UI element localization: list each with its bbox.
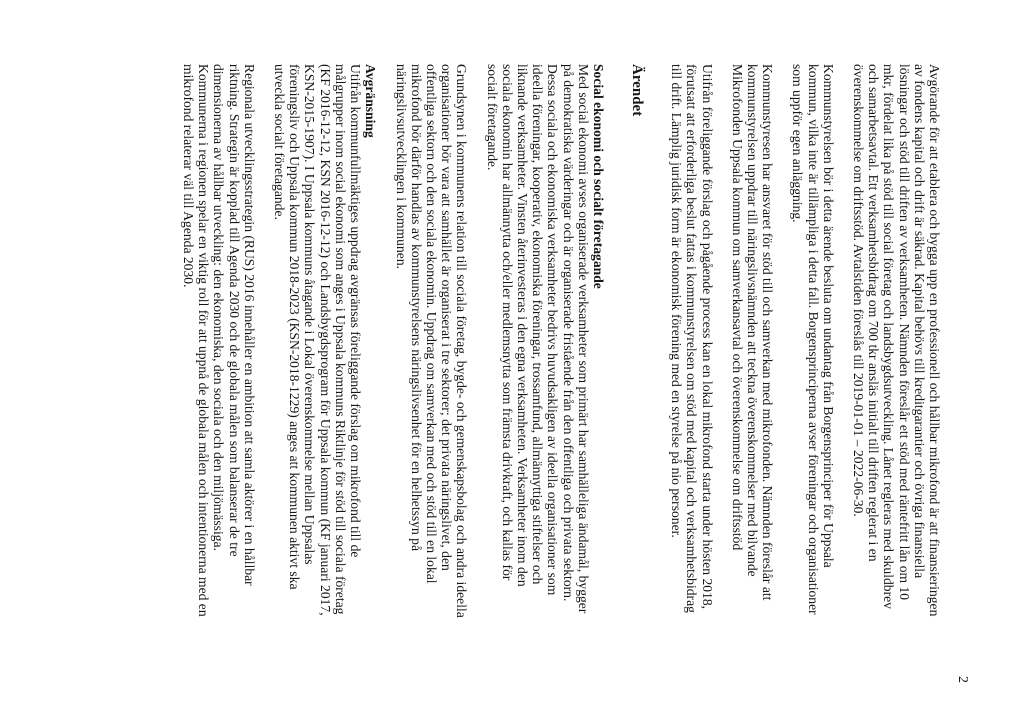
paragraph-financing: Avgörande för att etablera och bygga upp en professionell och hållbar mikrofond är att finansieringen av fondens kapital och drift är säkrad. Kapital behövs till kreditgarantier och övriga finansiella lösningar och stöd till driften av verksamheten. Nämnden föreslår ett stöd med räntefritt lån om 10 mkr, fördelat lika på stöd till social företag och landsbygdsutveckling. Lånet regleras med skuldbrev och samarbetsavtal. Ett verksamhetsbidrag om 700 tkr ansläs initialt till driften reglerat i en överenskommelse om driftsstöd. Avtalstiden föreslås till 2019-01-01 – 2022-06-30. [850,64,942,617]
page-number: 2 [955,676,970,683]
heading-arendet: Ärendet [628,64,645,117]
paragraph-avgransning: Utifrån kommunfullmäktiges uppdrag avgränsas föreliggande förslag om mikrofond till de målgrupper inom social ekonomi som anges i Uppsala kommuns Riktlinje för stöd till sociala företag (KF 2016-12-12, KSN 2016-12-12) och Landsbygdsprogram för Uppsala kommun (KF januari 2017, KSN-2015-1907). I Uppsala kommuns åtagande i Lokal överenskommelse mellan Uppsalas föreningsliv och Uppsala kommun 2018-2023 (KSN-2018-1229) anges att kommunen aktivt ska utveckla socialt företagande. [272,64,364,616]
paragraph-start: Utifrån föreliggande förslag och pågående process kan en lokal mikrofond starta under hösten 2018, förutsatt att erforderliga beslut fattas i kommunstyrelsen om stöd med kapital och verksamhetsbidrag till drift. Lämplig juridisk form är ekonomisk förening med en styrelse på nio personer. [669,64,715,613]
subheading-avgransning: Avgränsning [363,64,379,138]
paragraph-borgensprinciper: Kommunstyrelsen bör i detta ärende besluta om undantag från Borgensprinciper för Uppsala kommun, vilka inte är tillämpliga i detta fall. Borgensprinciperna avser föreningar och organisationer som uppför egen anläggning. [790,64,836,615]
paragraph-kommunstyrelsen: Kommunstyresen har ansvaret för stöd till och samverkan med mikrofonden. Nämnden föreslår att kommunstyrelsen uppdrar till näringslivsnämnden att teckna överenskommelser med bilvande Mikrofonden Uppsala kommun om samverkansavtal och överenskommelse om driftsstöd [729,64,776,601]
paragraph-social-ekonomi: Med social ekonomi avses organiserade verksamheter som primärt har samhälleliga ändamål, bygger på demokratiska värderingar och är organiserade fristående från den offentliga och privata sektorn. Dessa sociala och ekonomiska verksamheter bedrivs huvudsakligen av ideella organisationer som ideella föreningar, kooperativ, ekonomiska föreningar, trossamfund, allmännyttiga stiftelser och liknande verksamheter. Vinsten återinvesteras i den egna verksamheten. Verksamheter inom den sociala ekonomin har allmännytta och/eller medlemsnytta som främsta drivkraft, och kallas för socialt företagande. [484,64,591,614]
page-content [166,64,942,619]
section-social-ekonomi [393,64,606,619]
paragraph-grundsynen: Grundsynen i kommunens relation till sociala företag, bygde- och gemenskapsbolag och andra ideella organisationer bör vara att samhället är organiserat i tre sektorer; det privata näringslivet, den offentliga sektorn och den sociala ekonomin. Uppdrag om samverkan med och stöd till en lokal mikrofond bör därför handlas av kommunstyrelsens näringslivsenhet för en helhetssyn på näringslivsutvecklingen i kommunen. [393,64,470,618]
section-avgransning [181,64,378,619]
paragraph-regionala: Regionala utvecklingsstrategin (RUS) 2016 innehåller en ambition att samla aktörer i en hållbar riktning. Strategin är kopplad till Agenda 2030 och de globala målen som balanserar de tre dimensionerna av hållbar utveckling: den ekonomiska, den sociala och den miljömässiga. Kommunerna i regionen spelar en viktig roll för att uppnå de globala målen och intentionerna med en mikrofond relaterar väl till Agenda 2030. [181,64,257,617]
subheading-social-ekonomi: Social ekonomi och socialt företagande [590,64,606,289]
